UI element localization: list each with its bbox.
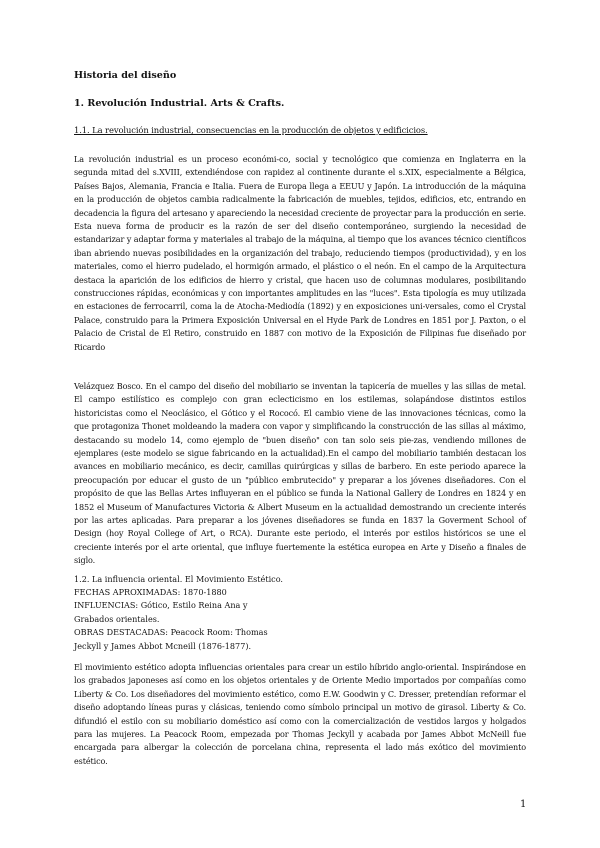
fact-line: FECHAS APROXIMADAS: 1870-1880 (74, 587, 227, 597)
paragraph-aesthetic-movement: El movimiento estético adopta influencias orientales para crear un estilo híbrido anglo-oriental. Inspirándose en los grabados japoneses así como en los objetos orientales y de Oriente Medio importados por compañías como Liberty & Co. Los diseñadores del movimiento estético, como E.W. Goodwin y C. Dresser, pretendían reformar el diseño adoptando líneas puras y clásicas, teniendo como símbolo principal un motivo de girasol. Liberty & Co. difundió el estilo con su mobiliario doméstico así como con la comercialización de vestidos largos y holgados para las mujeres. La Peacock Room, empezada por Thomas Jeckyll y acabada por James Abbot McNeill fue encargada para albergar la colección de porcelana china, representa el lado más exótico del movimiento estético. (74, 662, 526, 766)
subsection-heading-1: 1.1. La revolución industrial, consecuencias en la producción de objetos y edificicios. (74, 125, 428, 135)
page-number: 1 (520, 799, 527, 810)
fact-line: Grabados orientales. (74, 613, 160, 624)
paragraph-furniture-design: Velázquez Bosco. En el campo del diseño del mobiliario se inventan la tapicería de muelles y las sillas de metal. El campo estilístico es complejo con gran eclecticismo en los estilemas, solapándose distintos estilos historicistas como el Neoclásico, el Gótico y el Rococó. El cambio viene de las innovaciones técnicas, como la que protagoniza Thonet moldeando la madera con vapor y simplificando la construcción de las sillas al máximo, destacando su modelo 14, como ejemplo de "buen diseño" con tan solo seis pie-zas, vendiendo millones de ejemplares (este modelo se sigue fabricando en la actualidad).En el campo del mobiliario también destacan los avances en mobiliario mecánico, es decir, camillas quirúrgicas y sillas de barbero. En este periodo aparece la preocupación por educar el gusto de un "público embrutecido" y preparar a los jóvenes diseñadores. Con el propósito de que las Bellas Artes influyeran en el público se funda la National Gallery de Londres en 1824 y en 1852 el Museum of Manufactures Victoria & Albert Museum en la actualidad demostrando un creciente interés por las artes aplicadas. Para preparar a los jóvenes diseñadores se funda en 1837 la Goverment School of Design (hoy Royal College of Art, o RCA). Durante este periodo, el interés por estilos históricos se une el creciente interés por el arte oriental, que influye fuertemente la estética europea en Arte y Diseño a finales de siglo. (74, 381, 526, 566)
paragraph-industrial-revolution: La revolución industrial es un proceso económi-co, social y tecnológico que comienza en Inglaterra en la segunda mitad del s.XVIII, extendiéndose con rapidez al continente durante el s.XIX, especialmente a Bélgica, Países Bajos, Alemania, Francia e Italia. Fuera de Europa llega a EEUU y Japón. La introducción de la máquina en la producción de objetos cambia radicalmente la fabricación de muebles, tejidos, edificios, etc, entrando en decadencia la figura del artesano y apareciendo la necesidad creciente de proyectar para la producción en serie. Esta nueva forma de producir es la razón de ser del diseño contemporáneo, surgiendo la necesidad de estandarizar y adaptar forma y materiales al trabajo de la máquina, al tiempo que los avances técnico científicos iban abriendo nuevas posibilidades en la organización del trabajo, reduciendo tiempos (productividad), y en los materiales, como el hierro pudelado, el hormigón armado, el plástico o el neón. En el campo de la Arquitectura destaca la aparición de los edificios de hierro y cristal, que hacen uso de columnas modulares, posibilitando construcciones rápidas, económicas y con importantes amplitudes en las "luces". Esta tipología es muy utilizada en estaciones de ferrocarril, coma la de Atocha-Mediodía (1892) y en exposiciones uni-versales, como el Crystal Palace, construido para la Primera Exposición Universal en el Hyde Park de Londres en 1851 por J. Paxton, o el Palacio de Cristal de El Retiro, construido en 1887 con motivo de la Exposición de Filipinas fue diseñado por Ricardo (74, 154, 526, 352)
fact-line: Jeckyll y James Abbot Mcneill (1876-1877). (74, 640, 252, 651)
fact-line: OBRAS DESTACADAS: Peacock Room: Thomas (74, 627, 268, 638)
facts-block (74, 586, 294, 653)
subsection-heading-2: 1.2. La influencia oriental. El Movimiento Estético. (74, 574, 284, 584)
section-heading: 1. Revolución Industrial. Arts & Crafts. (74, 98, 285, 109)
document-title: Historia del diseño (74, 70, 177, 81)
fact-line: INFLUENCIAS: Gótico, Estilo Reina Ana y (74, 600, 248, 611)
